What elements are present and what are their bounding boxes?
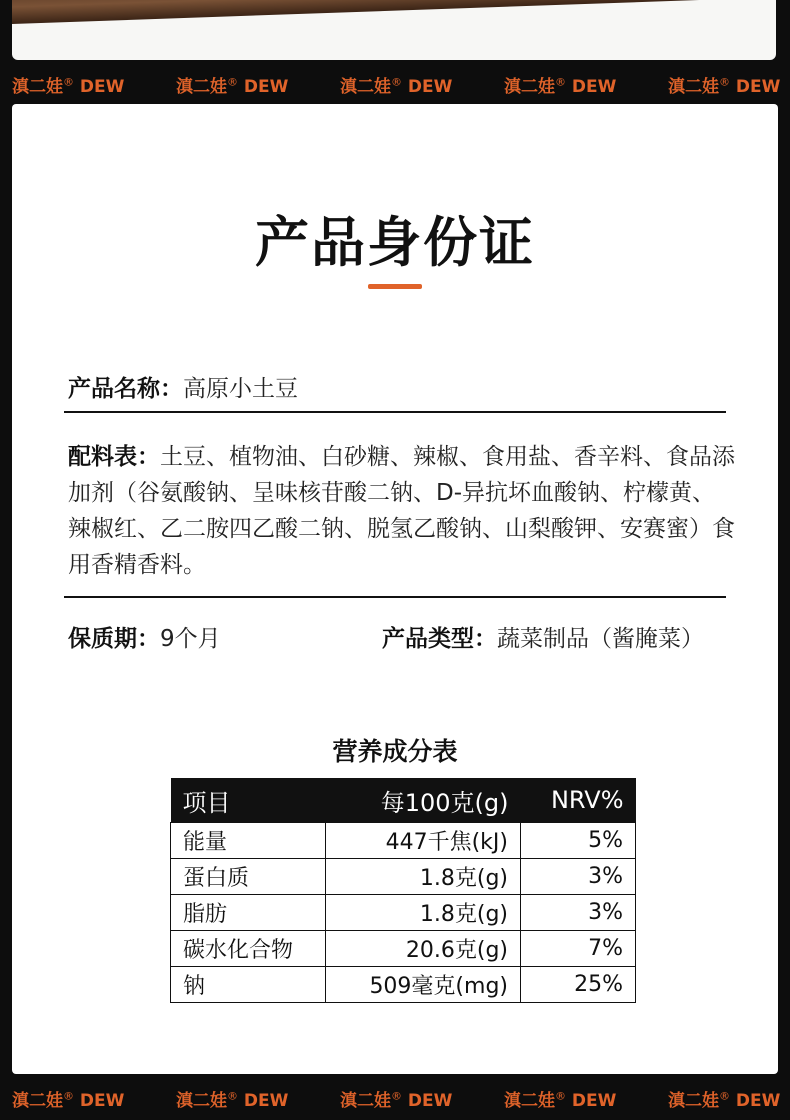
nutrient-amount: 447千焦(kJ) — [326, 823, 521, 859]
nutrient-nrv: 7% — [521, 931, 636, 967]
top-card-fragment — [12, 0, 776, 60]
nutrient-amount: 509毫克(mg) — [326, 967, 521, 1003]
nutrient-nrv: 25% — [521, 967, 636, 1003]
shelf-life-label: 保质期： — [68, 626, 160, 652]
nutrient-name: 蛋白质 — [171, 859, 326, 895]
table-row — [171, 931, 636, 967]
page-title: 产品身份证 — [255, 211, 535, 274]
wood-board-image — [12, 0, 776, 24]
product-name-label: 产品名称： — [68, 376, 183, 402]
ingredients-value: 土豆、植物油、白砂糖、辣椒、食用盐、香辛料、食品添加剂（谷氨酸钠、呈味核苷酸二钠、D-异抗坏血酸钠、柠檬黄、辣椒红、乙二胺四乙酸二钠、脱氢乙酸钠、山梨酸钾、安赛蜜）食用香精香料。 — [68, 444, 735, 578]
product-type-label: 产品类型： — [382, 626, 497, 652]
brand-logo: 滇二娃® DEW — [176, 74, 289, 97]
nutrition-header-row — [171, 778, 636, 823]
brand-logo: 滇二娃® DEW — [340, 1088, 453, 1111]
product-name-row — [68, 370, 298, 403]
product-info-card — [12, 104, 778, 1074]
nutrient-amount: 20.6克(g) — [326, 931, 521, 967]
ingredients-label: 配料表： — [68, 444, 160, 470]
nutrient-amount: 1.8克(g) — [326, 859, 521, 895]
brand-logo: 滇二娃® DEW — [668, 74, 781, 97]
nutrient-name: 能量 — [171, 823, 326, 859]
ingredients-block — [68, 439, 736, 583]
table-row — [171, 967, 636, 1003]
table-row — [171, 895, 636, 931]
nutrient-nrv: 5% — [521, 823, 636, 859]
nutrient-name: 钠 — [171, 967, 326, 1003]
shelf-life-value: 9个月 — [160, 626, 221, 652]
brand-strip-bottom — [0, 1076, 790, 1120]
nutrient-name: 碳水化合物 — [171, 931, 326, 967]
header-nrv: NRV% — [521, 778, 636, 823]
brand-logo: 滇二娃® DEW — [176, 1088, 289, 1111]
shelf-life-row — [68, 620, 221, 653]
nutrient-amount: 1.8克(g) — [326, 895, 521, 931]
nutrient-nrv: 3% — [521, 859, 636, 895]
product-type-value: 蔬菜制品（酱腌菜） — [497, 626, 704, 652]
brand-strip-top — [0, 62, 790, 106]
brand-logo: 滇二娃® DEW — [12, 1088, 125, 1111]
product-name-value: 高原小土豆 — [183, 376, 298, 402]
title-accent-bar — [368, 284, 422, 289]
divider — [64, 411, 726, 413]
header-item: 项目 — [171, 778, 326, 823]
brand-logo: 滇二娃® DEW — [668, 1088, 781, 1111]
brand-logo: 滇二娃® DEW — [504, 1088, 617, 1111]
brand-logo: 滇二娃® DEW — [504, 74, 617, 97]
product-type-row — [382, 620, 704, 653]
brand-logo: 滇二娃® DEW — [12, 74, 125, 97]
nutrient-nrv: 3% — [521, 895, 636, 931]
brand-logo: 滇二娃® DEW — [340, 74, 453, 97]
divider — [64, 596, 726, 598]
nutrition-table-title: 营养成分表 — [332, 737, 458, 766]
table-row — [171, 859, 636, 895]
table-row — [171, 823, 636, 859]
nutrient-name: 脂肪 — [171, 895, 326, 931]
nutrition-table — [170, 778, 636, 1003]
header-per-100g: 每100克(g) — [326, 778, 521, 823]
